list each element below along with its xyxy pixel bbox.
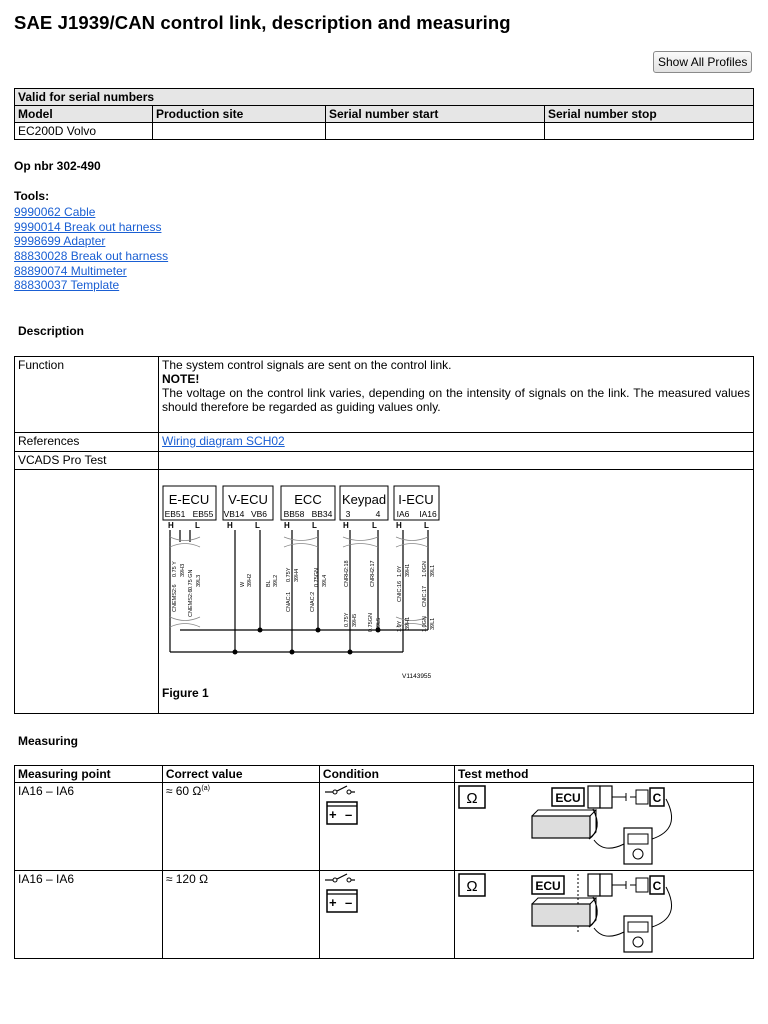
ecu-pin-vb6: VB6 bbox=[250, 509, 268, 519]
ecu-box-e-ecu bbox=[163, 486, 216, 520]
svg-text:–: – bbox=[344, 895, 353, 910]
col-header-serial-start: Serial number start bbox=[326, 106, 545, 123]
col-header-serial-stop: Serial number stop bbox=[545, 106, 754, 123]
page-title: SAE J1939/CAN control link, description and measuring bbox=[14, 12, 511, 33]
svg-text:H: H bbox=[396, 521, 402, 530]
note-label: NOTE! bbox=[162, 372, 200, 386]
vcads-label: VCADS Pro Test bbox=[15, 452, 159, 470]
svg-text:39H1: 39H1 bbox=[405, 616, 411, 630]
condition-2 bbox=[319, 871, 454, 959]
table-row bbox=[15, 123, 754, 140]
svg-text:CNIC:17: CNIC:17 bbox=[422, 585, 428, 607]
measuring-point-1: IA16 – IA6 bbox=[15, 783, 163, 871]
condition-1 bbox=[319, 783, 454, 871]
tool-link-template[interactable]: 88830037 Template bbox=[14, 278, 120, 293]
wiring-diagram-figure bbox=[160, 482, 440, 682]
vcads-value bbox=[159, 452, 754, 470]
svg-text:39L2: 39L2 bbox=[273, 574, 279, 587]
svg-text:L: L bbox=[372, 521, 377, 530]
svg-text:1.0GN: 1.0GN bbox=[422, 616, 428, 632]
ignition-off-battery-icon bbox=[323, 872, 359, 916]
svg-text:C: C bbox=[652, 879, 662, 893]
svg-text:W: W bbox=[240, 581, 246, 587]
ecu-pin-bb34: BB34 bbox=[311, 509, 333, 519]
ecu-name-v-ecu: V-ECU bbox=[228, 492, 268, 507]
svg-text:C: C bbox=[652, 791, 662, 805]
svg-text:0.75Y: 0.75Y bbox=[344, 612, 350, 627]
svg-text:CNRH2:18: CNRH2:18 bbox=[344, 560, 350, 587]
svg-text:39L1: 39L1 bbox=[430, 617, 436, 630]
figure-empty-cell bbox=[15, 470, 159, 714]
svg-text:0.75GN: 0.75GN bbox=[314, 568, 320, 587]
test-method-2 bbox=[455, 871, 754, 959]
description-heading: Description bbox=[18, 324, 85, 338]
tools-title: Tools: bbox=[14, 189, 50, 203]
svg-text:CNEMS2:6: CNEMS2:6 bbox=[188, 589, 194, 617]
svg-text:CNAC:1: CNAC:1 bbox=[286, 591, 292, 612]
table-row bbox=[15, 783, 754, 871]
col-header-correct-value: Correct value bbox=[162, 766, 319, 783]
ignition-off-battery-icon bbox=[323, 784, 359, 828]
ecu-pin-ia6: IA6 bbox=[396, 509, 410, 519]
function-label: Function bbox=[15, 357, 159, 433]
tool-link-cable[interactable]: 9990062 Cable bbox=[14, 205, 96, 219]
svg-text:0.75 GN: 0.75 GN bbox=[188, 569, 194, 590]
junction-dots bbox=[233, 628, 381, 655]
svg-text:H: H bbox=[284, 521, 290, 530]
function-text: The system control signals are sent on the control link. bbox=[162, 358, 452, 372]
correct-value-1 bbox=[162, 783, 319, 871]
test-method-diagram-2 bbox=[458, 872, 750, 954]
ecu-pin-ia16: IA16 bbox=[419, 509, 437, 519]
ecu-name-e-ecu: E-ECU bbox=[168, 492, 210, 507]
figure-cell bbox=[159, 470, 754, 714]
ecu-pin-3: 3 bbox=[345, 509, 351, 519]
tool-link-break-out-harness[interactable]: 9990014 Break out harness bbox=[14, 219, 162, 234]
measuring-heading: Measuring bbox=[18, 734, 79, 748]
cell-production-site bbox=[153, 123, 326, 140]
svg-text:+: + bbox=[328, 807, 337, 822]
ecu-pin-vb14: VB14 bbox=[223, 509, 245, 519]
svg-text:1.0Y: 1.0Y bbox=[397, 565, 403, 577]
figure-code: V1143955 bbox=[402, 673, 432, 680]
svg-text:CNRH2:17: CNRH2:17 bbox=[370, 560, 376, 587]
svg-text:–: – bbox=[344, 807, 353, 822]
table-row bbox=[15, 871, 754, 959]
correct-value-1-footnote: (a) bbox=[201, 785, 210, 792]
svg-text:L: L bbox=[255, 521, 260, 530]
col-header-model: Model bbox=[15, 106, 153, 123]
ecu-name-i-ecu: I-ECU bbox=[398, 492, 434, 507]
wire-labels bbox=[172, 560, 436, 632]
ecu-pin-eb55: EB55 bbox=[192, 509, 214, 519]
tools-list bbox=[14, 205, 168, 293]
svg-text:Ω: Ω bbox=[466, 878, 478, 895]
tool-link-multimeter[interactable]: 88890074 Multimeter bbox=[14, 263, 127, 278]
note-text: The voltage on the control link varies, depending on the intensity of signals on the link. The measured values should therefore be regarded as guiding values only. bbox=[162, 386, 750, 414]
measuring-point-2: IA16 – IA6 bbox=[15, 871, 163, 959]
col-header-measuring-point: Measuring point bbox=[15, 766, 163, 783]
svg-text:BL: BL bbox=[266, 580, 272, 587]
svg-text:H: H bbox=[343, 521, 349, 530]
svg-text:39H3: 39H3 bbox=[180, 563, 186, 577]
svg-text:1.0Y: 1.0Y bbox=[397, 620, 403, 632]
serial-caption: Valid for serial numbers bbox=[15, 89, 754, 106]
svg-text:ECU: ECU bbox=[555, 791, 581, 805]
wires bbox=[170, 530, 428, 652]
svg-text:39L1: 39L1 bbox=[430, 564, 436, 577]
svg-text:CNEMS2:6: CNEMS2:6 bbox=[172, 584, 178, 612]
tool-link-break-out-harness-2[interactable]: 88830028 Break out harness bbox=[14, 249, 169, 264]
svg-text:39H1: 39H1 bbox=[405, 563, 411, 577]
description-table bbox=[14, 356, 754, 714]
show-all-profiles-button[interactable]: Show All Profiles bbox=[653, 51, 752, 73]
ecu-pin-eb51: EB51 bbox=[164, 509, 186, 519]
svg-text:CNIC:16: CNIC:16 bbox=[397, 580, 403, 602]
function-cell bbox=[159, 357, 754, 433]
ecu-box-v-ecu bbox=[223, 486, 273, 520]
svg-text:0.75Y: 0.75Y bbox=[286, 567, 292, 582]
cell-model: EC200D Volvo bbox=[15, 123, 153, 140]
svg-text:39H5: 39H5 bbox=[352, 613, 358, 627]
references-label: References bbox=[15, 433, 159, 452]
ecu-pin-4: 4 bbox=[375, 509, 381, 519]
hl-labels bbox=[168, 521, 429, 530]
measuring-table bbox=[14, 765, 754, 959]
test-method-1 bbox=[455, 783, 754, 871]
svg-text:H: H bbox=[227, 521, 233, 530]
svg-text:39H4: 39H4 bbox=[294, 568, 300, 582]
svg-text:39H2: 39H2 bbox=[247, 573, 253, 587]
svg-text:ECU: ECU bbox=[535, 879, 561, 893]
svg-text:L: L bbox=[195, 521, 200, 530]
op-number: Op nbr 302-490 bbox=[14, 159, 101, 173]
break-out-box-1 bbox=[532, 816, 590, 838]
svg-text:+: + bbox=[328, 895, 337, 910]
test-method-diagram-1 bbox=[458, 784, 750, 866]
col-header-test-method: Test method bbox=[455, 766, 754, 783]
break-out-box-2 bbox=[532, 904, 590, 926]
ecu-name-keypad: Keypad bbox=[341, 492, 387, 507]
cell-serial-stop bbox=[545, 123, 754, 140]
wiring-diagram-link[interactable]: Wiring diagram SCH02 bbox=[162, 434, 285, 448]
svg-text:0.75GN: 0.75GN bbox=[368, 613, 374, 632]
ecu-box-keypad bbox=[340, 486, 388, 520]
col-header-condition: Condition bbox=[319, 766, 454, 783]
svg-text:L: L bbox=[312, 521, 317, 530]
svg-text:39L3: 39L3 bbox=[196, 574, 202, 587]
ecu-pin-bb58: BB58 bbox=[283, 509, 305, 519]
svg-text:0.75 Y: 0.75 Y bbox=[172, 561, 178, 577]
ecu-box-i-ecu bbox=[394, 486, 439, 520]
svg-text:39L4: 39L4 bbox=[322, 574, 328, 587]
serial-numbers-table bbox=[14, 88, 754, 140]
cell-serial-start bbox=[326, 123, 545, 140]
svg-text:L: L bbox=[424, 521, 429, 530]
ecu-name-ecc: ECC bbox=[294, 492, 322, 507]
svg-text:1.0GN: 1.0GN bbox=[422, 561, 428, 577]
correct-value-2: ≈ 120 Ω bbox=[162, 871, 319, 959]
figure-caption: Figure 1 bbox=[162, 686, 209, 700]
tool-link-adapter[interactable]: 9998699 Adapter bbox=[14, 234, 106, 249]
svg-text:Ω: Ω bbox=[466, 790, 478, 807]
correct-value-1-text: ≈ 60 Ω bbox=[165, 784, 202, 798]
svg-text:H: H bbox=[168, 521, 174, 530]
ecu-box-ecc bbox=[281, 486, 335, 520]
svg-text:39L5: 39L5 bbox=[376, 617, 382, 630]
svg-text:CNAC:2: CNAC:2 bbox=[310, 591, 316, 612]
col-header-production-site: Production site bbox=[153, 106, 326, 123]
